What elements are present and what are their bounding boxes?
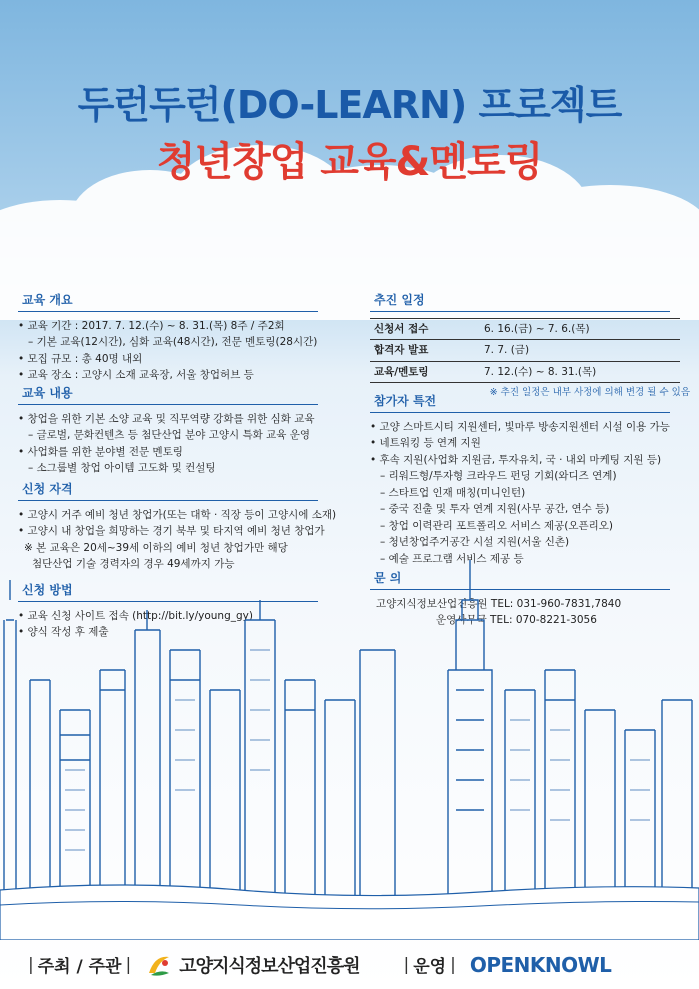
schedule-value: 7. 12.(수) ~ 8. 31.(목) bbox=[480, 361, 680, 383]
content-list bbox=[18, 411, 348, 477]
overview-list bbox=[18, 318, 338, 384]
schedule-value: 7. 7. (금) bbox=[480, 340, 680, 362]
schedule-heading: 추진 일정 bbox=[370, 292, 670, 312]
divider: | bbox=[125, 954, 132, 975]
org-name: 고양지식정보산업진흥원 bbox=[179, 955, 360, 977]
list-item: • 교육 기간 : 2017. 7. 12.(수) ~ 8. 31.(목) 8주 / 주2회 bbox=[18, 318, 338, 335]
title-line-1: 두런두런(DO-LEARN) 프로젝트 bbox=[77, 83, 622, 127]
list-item: • 고양시 내 창업을 희망하는 경기 북부 및 타지역 예비 청년 창업가 bbox=[18, 523, 348, 540]
list-item: – 글로벌, 문화컨텐츠 등 첨단산업 분야 고양시 특화 교육 운영 bbox=[18, 427, 348, 444]
eligibility-section bbox=[18, 481, 348, 573]
schedule-label: 신청서 접수 bbox=[370, 318, 480, 340]
contact-line-1: 고양지식정보산업진흥원 TEL: 031-960-7831,7840 bbox=[376, 597, 622, 610]
divider: | bbox=[403, 954, 410, 975]
content-heading: 교육 내용 bbox=[18, 385, 318, 405]
list-item: • 후속 지원(사업화 지원금, 투자유치, 국 · 내외 마케팅 지원 등) bbox=[370, 452, 690, 469]
list-item: – 창업 이력관리 포트폴리오 서비스 제공(오픈리오) bbox=[370, 518, 690, 535]
list-item: • 교육 장소 : 고양시 소재 교육장, 서울 창업허브 등 bbox=[18, 367, 338, 384]
contact-line-2: 운영사무국 TEL: 070-8221-3056 bbox=[436, 614, 597, 626]
list-item: • 네트워킹 등 연계 지원 bbox=[370, 435, 690, 452]
list-item: – 소그룹별 창업 아이템 고도화 및 컨설팅 bbox=[18, 460, 348, 477]
list-item: – 청년창업주거공간 시설 지원(서울 신촌) bbox=[370, 534, 690, 551]
list-item: – 기본 교육(12시간), 심화 교육(48시간), 전문 멘토링(28시간) bbox=[18, 334, 338, 351]
schedule-table bbox=[370, 318, 680, 384]
list-item: • 모집 규모 : 총 40명 내외 bbox=[18, 351, 338, 368]
table-row bbox=[370, 361, 680, 383]
title-line-2: 청년창업 교육&멘토링 bbox=[156, 139, 543, 185]
list-item: • 교육 신청 사이트 접속 (http://bit.ly/young_gy) bbox=[18, 608, 348, 625]
openknowl-logo: OPENKNOWL bbox=[469, 952, 612, 977]
city-skyline-illustration bbox=[0, 560, 699, 940]
benefits-heading: 참가자 특전 bbox=[370, 393, 670, 413]
list-item: – 리워드형/투자형 크라우드 펀딩 기회(와디즈 연계) bbox=[370, 468, 690, 485]
contact-heading: 문 의 bbox=[370, 570, 670, 590]
schedule-section bbox=[370, 292, 690, 402]
list-item: 첨단산업 기술 경력자의 경우 49세까지 가능 bbox=[32, 558, 235, 570]
list-item: • 고양 스마트시티 지원센터, 빛마루 방송지원센터 시설 이용 가능 bbox=[370, 419, 690, 436]
apply-heading: 신청 방법 bbox=[18, 582, 318, 602]
list-item: ※ 본 교육은 20세~39세 이하의 예비 청년 창업가만 해당 bbox=[24, 541, 288, 554]
schedule-note: ※ 추진 일정은 내부 사정에 의해 변경 될 수 있음 bbox=[489, 387, 690, 398]
footer bbox=[0, 940, 699, 989]
list-item: – 예술 프로그램 서비스 제공 등 bbox=[370, 551, 690, 568]
operator-label: 운영 bbox=[413, 957, 447, 977]
benefits-section bbox=[370, 393, 690, 567]
divider: | bbox=[28, 954, 34, 975]
list-item: – 중국 진출 및 투자 연계 지원(사무 공간, 연수 등) bbox=[370, 501, 690, 518]
schedule-label: 합격자 발표 bbox=[370, 340, 480, 362]
list-item: • 사업화를 위한 분야별 전문 멘토링 bbox=[18, 444, 348, 461]
list-item: • 고양시 거주 예비 청년 창업가(또는 대학 · 직장 등이 고양시에 소재) bbox=[18, 507, 348, 524]
goyang-city-logo-icon bbox=[145, 951, 173, 979]
overview-heading: 교육 개요 bbox=[18, 292, 318, 312]
table-row bbox=[370, 318, 680, 340]
content-section bbox=[18, 385, 348, 477]
list-item: • 양식 작성 후 제출 bbox=[18, 624, 348, 641]
overview-section bbox=[18, 292, 338, 384]
benefits-list bbox=[370, 419, 690, 568]
eligibility-heading: 신청 자격 bbox=[18, 481, 318, 501]
schedule-value: 6. 16.(금) ~ 7. 6.(목) bbox=[480, 318, 680, 340]
schedule-label: 교육/멘토링 bbox=[370, 361, 480, 383]
host-label: 주최 / 주관 bbox=[37, 957, 122, 977]
list-item: – 스타트업 인재 매칭(미니인턴) bbox=[370, 485, 690, 502]
table-row bbox=[370, 340, 680, 362]
divider: | bbox=[450, 954, 456, 975]
list-item: • 창업을 위한 기본 소양 교육 및 직무역량 강화를 위한 심화 교육 bbox=[18, 411, 348, 428]
